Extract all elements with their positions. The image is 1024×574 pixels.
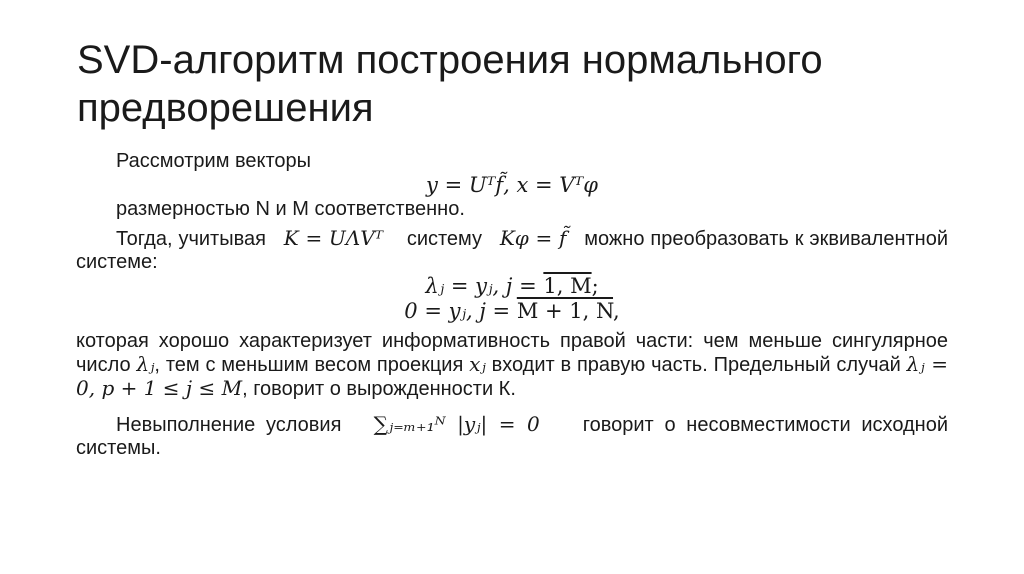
dimensions-text: размерностью N и M соответственно. [116, 198, 465, 220]
transform-text-3: можно преобразовать к эквивалентной системе: [76, 228, 949, 273]
equation-zero [76, 299, 948, 324]
inconsistency-paragraph [76, 413, 948, 460]
singular-value-symbol: λⱼ [136, 352, 155, 376]
equation-zero-main: 0 = yⱼ, j = [404, 299, 517, 323]
equation-zero-range: M + 1, N [516, 299, 614, 323]
transform-text-1: Тогда, учитывая [116, 228, 266, 250]
description-text-3: входит в правую часть. Предельный случай [491, 354, 901, 376]
slide-body [76, 150, 948, 460]
projection-symbol: xⱼ [469, 352, 486, 376]
transform-text-2: систему [406, 228, 483, 250]
inconsistency-text-1: Невыполнение условия [116, 414, 342, 436]
description-text-2: , тем с меньшим весом проекция [154, 354, 464, 376]
equation-zero-tail: , [613, 299, 620, 323]
description-text-1: которая хорошо характеризует информативность правой части: чем меньше сингулярное число [76, 330, 948, 376]
equation-lambda-tail: ; [591, 274, 599, 298]
decomposition-formula: K = UΛVᵀ [283, 226, 384, 250]
equation-lambda-range: 1, M [543, 274, 592, 298]
slide-title: SVD-алгоритм построения нормального предворешения [77, 38, 823, 130]
limit-case-formula: λⱼ = 0, p + 1 ≤ j ≤ M [76, 352, 949, 400]
description-paragraph [76, 330, 948, 401]
sum-condition-formula: ∑ⱼ₌ₘ₊₁ᴺ |yⱼ| = 0 [373, 412, 540, 436]
inconsistency-text-2: говорит о несовместимости исходной системы. [76, 414, 949, 459]
equation-lambda-main: λⱼ = yⱼ, j = [425, 274, 544, 298]
equation-lambda [76, 274, 948, 299]
system-formula: Kφ = f̃ [499, 226, 567, 250]
description-text-4: , говорит о вырожденности К. [242, 378, 516, 400]
transform-paragraph [76, 227, 948, 274]
intro-text: Рассмотрим векторы [116, 150, 312, 172]
equation-vectors: y = Uᵀf̃, x = Vᵀφ [426, 173, 598, 197]
